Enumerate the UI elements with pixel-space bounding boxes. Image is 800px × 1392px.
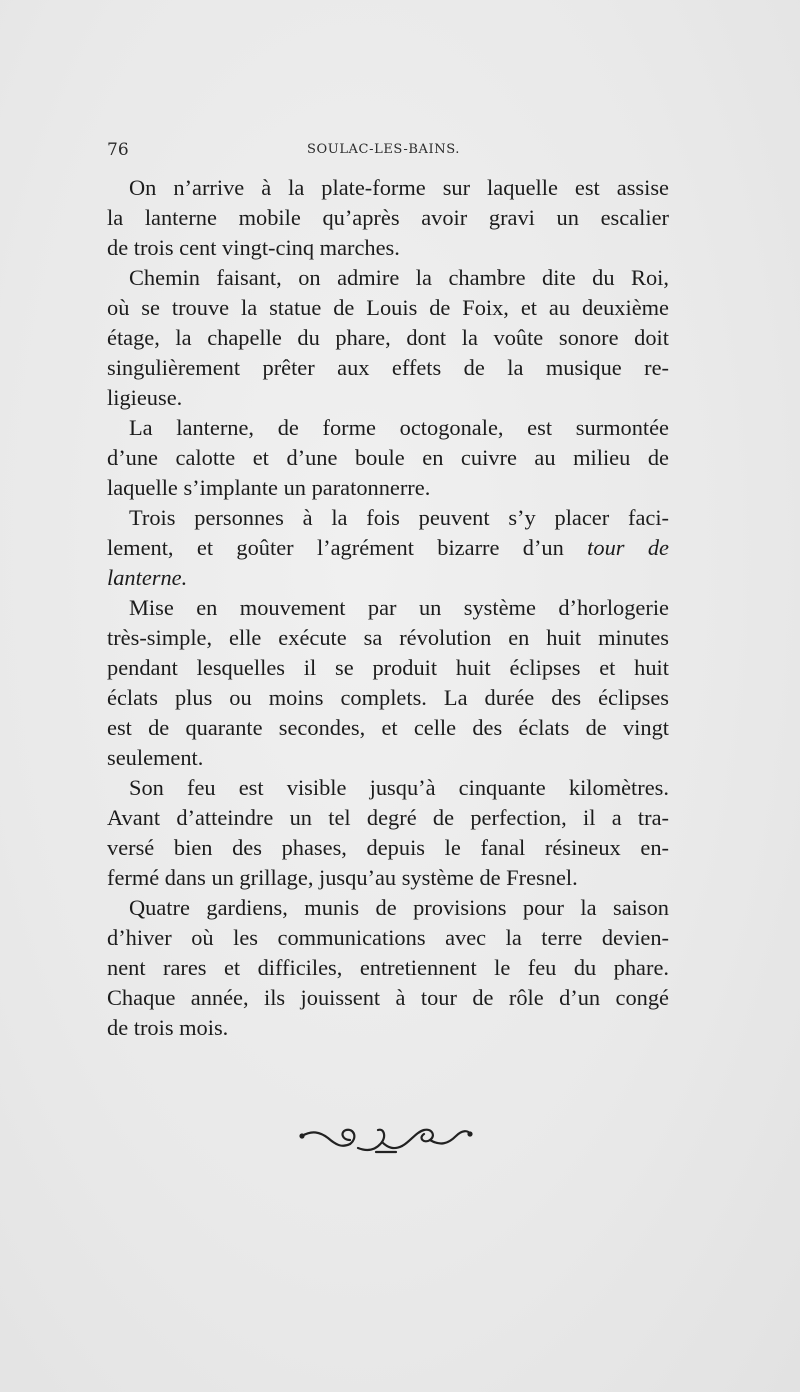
text-segment: lement, et goûter l’agrément bizarre d’un <box>107 535 564 560</box>
text-line: laquelle s’implante un paratonnerre. <box>107 475 431 500</box>
text-line: On n’arrive à la plate-forme sur laquelle est assise <box>129 175 669 200</box>
text-line: Chemin faisant, on admire la chambre dite du Roi, <box>129 265 669 290</box>
text-line: très-simple, elle exécute sa révolution en huit minutes <box>107 625 669 650</box>
running-head: SOULAC-LES-BAINS. <box>307 142 461 157</box>
text-line <box>107 533 669 563</box>
text-line: est de quarante secondes, et celle des éclats de vingt <box>107 715 669 740</box>
text-line: où se trouve la statue de Louis de Foix, et au deuxième <box>107 295 669 320</box>
body-text <box>107 173 669 1043</box>
text-line: versé bien des phases, depuis le fanal résineux en- <box>107 835 669 860</box>
text-line: Quatre gardiens, munis de provisions pour la saison <box>129 895 669 920</box>
vignette-flourish-icon <box>298 1118 474 1158</box>
text-line: seulement. <box>107 745 204 770</box>
italic-phrase: tour de <box>587 535 669 560</box>
text-line: Avant d’atteindre un tel degré de perfection, il a tra- <box>107 805 669 830</box>
text-line: Chaque année, ils jouissent à tour de rôle d’un congé <box>107 985 669 1010</box>
text-line: d’une calotte et d’une boule en cuivre au milieu de <box>107 445 669 470</box>
text-line: Son feu est visible jusqu’à cinquante kilomètres. <box>129 775 669 800</box>
text-line: singulièrement prêter aux effets de la musique re- <box>107 355 669 380</box>
text-line: fermé dans un grillage, jusqu’au système de Fresnel. <box>107 865 578 890</box>
text-line: La lanterne, de forme octogonale, est surmontée <box>129 415 669 440</box>
text-line: étage, la chapelle du phare, dont la voûte sonore doit <box>107 325 669 350</box>
page-header <box>107 140 669 166</box>
text-line: la lanterne mobile qu’après avoir gravi un escalier <box>107 205 669 230</box>
text-line: nent rares et difficiles, entretiennent le feu du phare. <box>107 955 669 980</box>
text-line: d’hiver où les communications avec la terre devien- <box>107 925 669 950</box>
text-line: de trois mois. <box>107 1015 229 1040</box>
text-line: éclats plus ou moins complets. La durée des éclipses <box>107 685 669 710</box>
text-line <box>107 563 669 593</box>
text-line: pendant lesquelles il se produit huit éclipses et huit <box>107 655 669 680</box>
text-line: Trois personnes à la fois peuvent s’y placer faci- <box>129 505 669 530</box>
text-line: de trois cent vingt-cinq marches. <box>107 235 400 260</box>
text-line: Mise en mouvement par un système d’horlogerie <box>129 595 669 620</box>
text-line: ligieuse. <box>107 385 183 410</box>
page-number: 76 <box>107 140 129 160</box>
italic-phrase: lanterne. <box>107 565 188 590</box>
